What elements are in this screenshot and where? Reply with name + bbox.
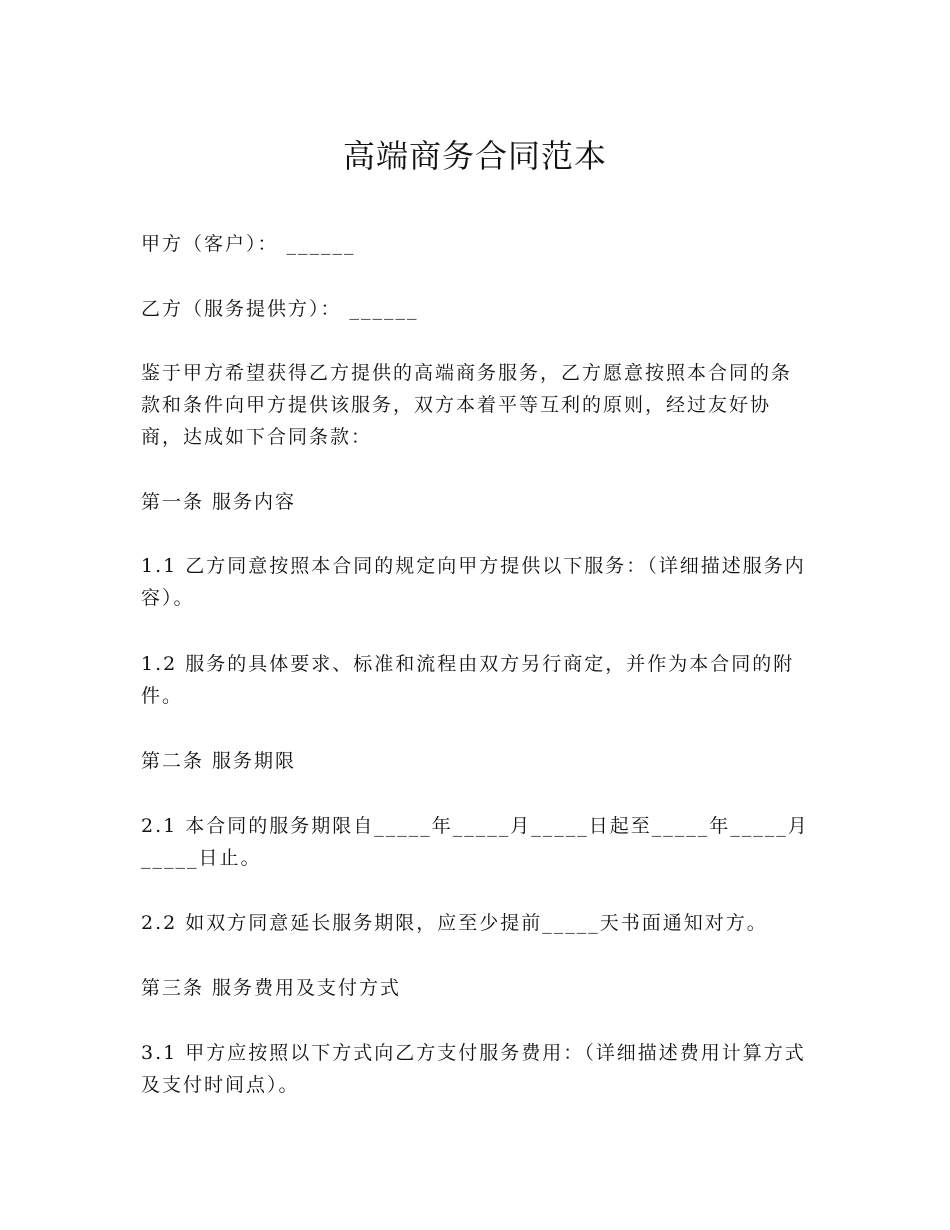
party-a-line: 甲方（客户）： ______ xyxy=(141,233,356,255)
preamble-paragraph: 鉴于甲方希望获得乙方提供的高端商务服务，乙方愿意按照本合同的条款和条件向甲方提供该服务，双方本着平等互利的原则，经过友好协商，达成如下合同条款： xyxy=(141,362,793,448)
clause-1-2: 1.2 服务的具体要求、标准和流程由双方另行商定，并作为本合同的附件。 xyxy=(141,653,795,707)
clause-2-1: 2.1 本合同的服务期限自_____年_____月_____日起至_____年_____月_____日止。 xyxy=(141,815,809,869)
article-3-heading: 第三条 服务费用及支付方式 xyxy=(141,977,402,999)
article-2-heading: 第二条 服务期限 xyxy=(141,750,297,772)
article-1-heading: 第一条 服务内容 xyxy=(141,491,297,513)
clause-3-1: 3.1 甲方应按照以下方式向乙方支付服务费用：（详细描述费用计算方式及支付时间点）。 xyxy=(141,1042,806,1096)
clause-2-2: 2.2 如双方同意延长服务期限，应至少提前_____天书面通知对方。 xyxy=(141,912,768,934)
clause-1-1: 1.1 乙方同意按照本合同的规定向甲方提供以下服务：（详细描述服务内容）。 xyxy=(141,555,806,609)
party-b-line: 乙方（服务提供方）： ______ xyxy=(141,298,419,320)
document-title: 高端商务合同范本 xyxy=(342,137,607,175)
